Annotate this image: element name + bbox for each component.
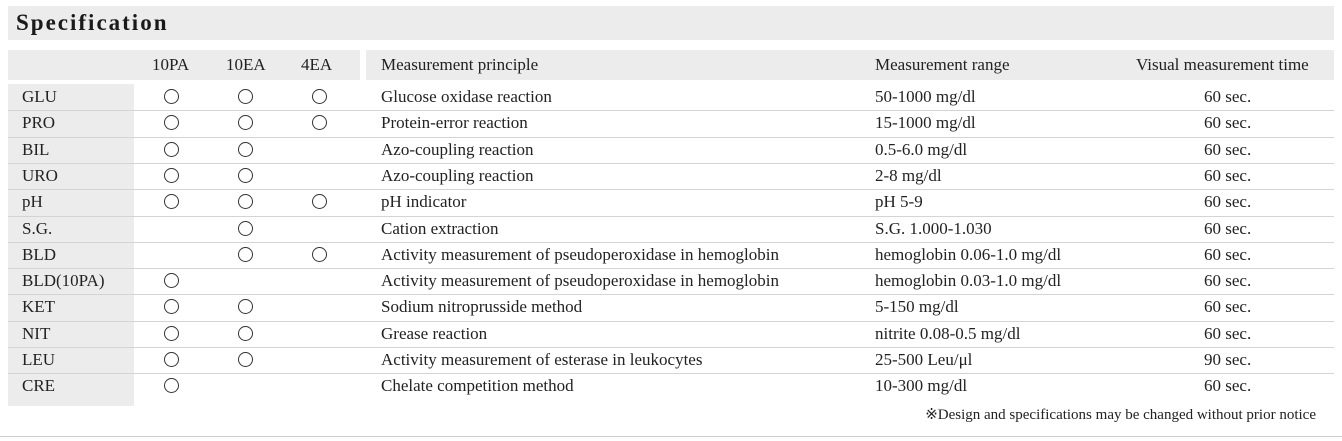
row-divider — [8, 137, 1334, 138]
row-item-name: CRE — [22, 376, 56, 396]
row-range: nitrite 0.08-0.5 mg/dl — [875, 323, 1021, 343]
row-time: 60 sec. — [1204, 271, 1252, 291]
row-item-name: pH — [22, 192, 43, 212]
table-row — [8, 268, 1334, 294]
row-principle: Glucose oxidase reaction — [381, 87, 552, 106]
mark-10ea-circle-icon — [238, 352, 253, 367]
row-item-name: GLU — [22, 87, 57, 106]
mark-10ea-circle-icon — [238, 299, 253, 314]
row-time: 60 sec. — [1204, 192, 1252, 212]
table-row — [8, 84, 1334, 110]
mark-10pa-circle-icon — [164, 194, 179, 209]
table-row — [8, 347, 1334, 373]
mark-10ea-circle-icon — [238, 168, 253, 183]
mark-4ea-circle-icon — [312, 247, 327, 262]
header-measurement-principle: Measurement principle — [381, 55, 539, 74]
header-10ea: 10EA — [226, 55, 266, 74]
row-item-name: BLD — [22, 244, 56, 264]
row-divider — [8, 294, 1334, 295]
row-time: 60 sec. — [1204, 139, 1252, 159]
row-time: 60 sec. — [1204, 323, 1252, 343]
row-item-name: PRO — [22, 113, 56, 133]
row-principle: Activity measurement of pseudoperoxidase in hemoglobin — [381, 244, 779, 264]
mark-10ea-circle-icon — [238, 326, 253, 341]
mark-4ea-circle-icon — [312, 115, 327, 130]
row-item-name: NIT — [22, 323, 51, 343]
row-time: 60 sec. — [1204, 244, 1252, 264]
row-time: 60 sec. — [1204, 113, 1252, 133]
header-visual-measurement-time: Visual measurement time — [1136, 55, 1309, 74]
mark-4ea-circle-icon — [312, 89, 327, 104]
mark-10pa-circle-icon — [164, 326, 179, 341]
mark-10pa-circle-icon — [164, 115, 179, 130]
mark-10pa-circle-icon — [164, 89, 179, 104]
header-measurement-range: Measurement range — [875, 55, 1010, 74]
mark-10ea-circle-icon — [238, 142, 253, 157]
mark-10pa-circle-icon — [164, 352, 179, 367]
row-divider — [8, 321, 1334, 322]
table-row — [8, 110, 1334, 136]
table-row — [8, 137, 1334, 163]
table-row — [8, 163, 1334, 189]
row-principle: Activity measurement of esterase in leukocytes — [381, 350, 703, 369]
row-principle: Azo-coupling reaction — [381, 165, 534, 185]
row-divider — [8, 242, 1334, 243]
row-divider — [8, 347, 1334, 348]
row-range: 5-150 mg/dl — [875, 297, 959, 317]
row-time: 60 sec. — [1204, 165, 1252, 185]
mark-10pa-circle-icon — [164, 168, 179, 183]
row-time: 60 sec. — [1204, 297, 1252, 317]
row-range: 2-8 mg/dl — [875, 165, 942, 185]
page-title: Specification — [16, 10, 169, 35]
mark-10ea-circle-icon — [238, 115, 253, 130]
mark-10pa-circle-icon — [164, 273, 179, 288]
title-bar — [8, 6, 1334, 40]
mark-10ea-circle-icon — [238, 194, 253, 209]
row-range: S.G. 1.000-1.030 — [875, 218, 992, 238]
mark-10pa-circle-icon — [164, 378, 179, 393]
row-time: 60 sec. — [1204, 376, 1252, 396]
row-divider — [8, 110, 1334, 111]
header-10pa: 10PA — [152, 55, 190, 74]
mark-10ea-circle-icon — [238, 247, 253, 262]
row-principle: Cation extraction — [381, 218, 499, 238]
bottom-divider — [0, 436, 1342, 437]
row-principle: pH indicator — [381, 192, 467, 212]
row-principle: Activity measurement of pseudoperoxidase in hemoglobin — [381, 271, 779, 291]
mark-10pa-circle-icon — [164, 142, 179, 157]
mark-4ea-circle-icon — [312, 194, 327, 209]
row-range: 25-500 Leu/μl — [875, 350, 973, 369]
table-row — [8, 189, 1334, 215]
row-item-name: S.G. — [22, 218, 53, 238]
row-range: 0.5-6.0 mg/dl — [875, 139, 968, 159]
row-time: 60 sec. — [1204, 87, 1252, 106]
mark-10ea-circle-icon — [238, 221, 253, 236]
row-principle: Protein-error reaction — [381, 113, 528, 133]
row-item-name: BLD(10PA) — [22, 271, 105, 291]
row-principle: Azo-coupling reaction — [381, 139, 534, 159]
row-principle: Sodium nitroprusside method — [381, 297, 583, 317]
row-range: pH 5-9 — [875, 192, 923, 212]
row-principle: Chelate competition method — [381, 376, 574, 396]
disclaimer-note: ※Design and specifications may be changed without prior notice — [925, 407, 1316, 423]
header-4ea: 4EA — [301, 55, 333, 74]
row-divider — [8, 268, 1334, 269]
row-range: 10-300 mg/dl — [875, 376, 968, 396]
mark-10pa-circle-icon — [164, 299, 179, 314]
table-row — [8, 242, 1334, 268]
row-divider — [8, 373, 1334, 374]
row-time: 90 sec. — [1204, 350, 1252, 369]
row-time: 60 sec. — [1204, 218, 1252, 238]
mark-10ea-circle-icon — [238, 89, 253, 104]
table-row — [8, 321, 1334, 347]
row-range: 50-1000 mg/dl — [875, 87, 976, 106]
table-row — [8, 216, 1334, 242]
table-row — [8, 294, 1334, 320]
row-divider — [8, 189, 1334, 190]
row-divider — [8, 216, 1334, 217]
row-item-name: KET — [22, 297, 56, 317]
row-item-name: URO — [22, 165, 58, 185]
row-principle: Grease reaction — [381, 323, 488, 343]
row-item-name: LEU — [22, 350, 56, 369]
table-row — [8, 373, 1334, 399]
row-range: hemoglobin 0.06-1.0 mg/dl — [875, 244, 1062, 264]
row-divider — [8, 163, 1334, 164]
row-range: hemoglobin 0.03-1.0 mg/dl — [875, 271, 1062, 291]
row-range: 15-1000 mg/dl — [875, 113, 976, 133]
row-item-name: BIL — [22, 139, 50, 159]
